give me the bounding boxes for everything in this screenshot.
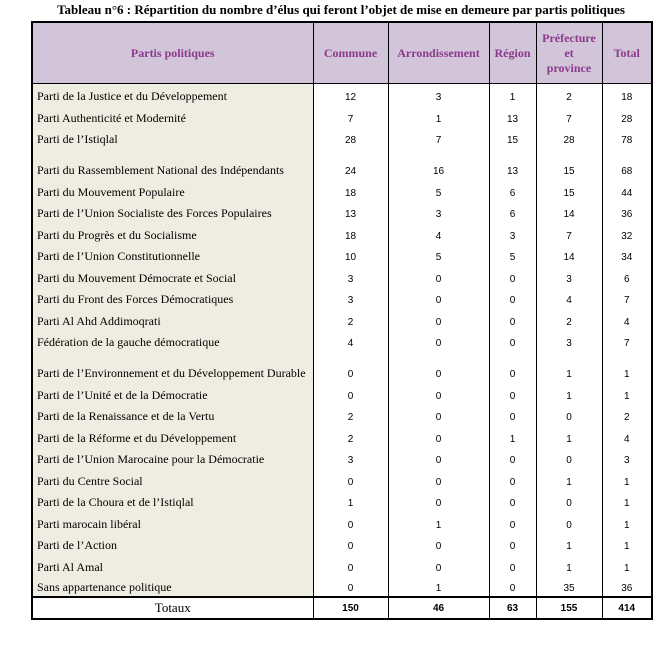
region-cell: 0 xyxy=(489,265,536,287)
total-cell: 7 xyxy=(602,330,652,352)
region-cell: 3 xyxy=(489,222,536,244)
prefecture-cell: 28 xyxy=(536,127,602,149)
party-name-cell: Parti du Front des Forces Démocratiques xyxy=(32,287,313,309)
party-name-cell: Parti de l’Unité et de la Démocratie xyxy=(32,382,313,404)
arrondissement-cell: 0 xyxy=(388,447,489,469)
arrondissement-cell: 1 xyxy=(388,511,489,533)
totals-prefecture: 155 xyxy=(536,597,602,619)
region-cell: 15 xyxy=(489,127,536,149)
party-name-cell: Parti du Progrès et du Socialisme xyxy=(32,222,313,244)
region-cell: 0 xyxy=(489,447,536,469)
header-prefecture-line1: Préfecture xyxy=(542,30,596,45)
region-cell: 5 xyxy=(489,244,536,266)
commune-cell: 3 xyxy=(313,287,388,309)
arrondissement-cell: 0 xyxy=(388,265,489,287)
prefecture-cell: 14 xyxy=(536,244,602,266)
commune-cell: 3 xyxy=(313,265,388,287)
party-name-cell: Parti de l’Istiqlal xyxy=(32,127,313,149)
header-prefecture xyxy=(536,22,602,84)
prefecture-cell: 2 xyxy=(536,84,602,106)
prefecture-cell: 15 xyxy=(536,179,602,201)
table-row xyxy=(32,533,652,555)
arrondissement-cell: 0 xyxy=(388,308,489,330)
results-table xyxy=(31,21,653,620)
commune-cell: 7 xyxy=(313,105,388,127)
prefecture-cell: 15 xyxy=(536,148,602,179)
region-cell: 13 xyxy=(489,148,536,179)
party-name-cell: Parti de la Justice et du Développement xyxy=(32,84,313,106)
total-cell: 28 xyxy=(602,105,652,127)
arrondissement-cell: 5 xyxy=(388,244,489,266)
region-cell: 0 xyxy=(489,382,536,404)
region-cell: 0 xyxy=(489,533,536,555)
table-row xyxy=(32,287,652,309)
prefecture-cell: 1 xyxy=(536,468,602,490)
total-cell: 2 xyxy=(602,404,652,426)
commune-cell: 0 xyxy=(313,351,388,382)
table-row xyxy=(32,265,652,287)
table-row xyxy=(32,179,652,201)
party-name-cell: Parti de l’Environnement et du Développement Durable xyxy=(32,351,313,382)
total-cell: 4 xyxy=(602,425,652,447)
total-cell: 32 xyxy=(602,222,652,244)
total-cell: 78 xyxy=(602,127,652,149)
prefecture-cell: 7 xyxy=(536,222,602,244)
party-name-cell: Parti de l’Union Socialiste des Forces Populaires xyxy=(32,201,313,223)
prefecture-cell: 0 xyxy=(536,447,602,469)
total-cell: 36 xyxy=(602,576,652,598)
commune-cell: 0 xyxy=(313,576,388,598)
commune-cell: 0 xyxy=(313,554,388,576)
prefecture-cell: 0 xyxy=(536,490,602,512)
prefecture-cell: 1 xyxy=(536,425,602,447)
prefecture-cell: 3 xyxy=(536,265,602,287)
region-cell: 0 xyxy=(489,554,536,576)
total-cell: 1 xyxy=(602,351,652,382)
region-cell: 1 xyxy=(489,425,536,447)
total-cell: 18 xyxy=(602,84,652,106)
commune-cell: 24 xyxy=(313,148,388,179)
prefecture-cell: 14 xyxy=(536,201,602,223)
party-name-cell: Parti du Mouvement Démocrate et Social xyxy=(32,265,313,287)
region-cell: 0 xyxy=(489,351,536,382)
total-cell: 1 xyxy=(602,490,652,512)
region-cell: 0 xyxy=(489,308,536,330)
region-cell: 0 xyxy=(489,576,536,598)
table-row xyxy=(32,404,652,426)
total-cell: 36 xyxy=(602,201,652,223)
arrondissement-cell: 0 xyxy=(388,490,489,512)
party-name-cell: Parti marocain libéral xyxy=(32,511,313,533)
table-row xyxy=(32,105,652,127)
arrondissement-cell: 0 xyxy=(388,404,489,426)
table-row xyxy=(32,201,652,223)
party-name-cell: Parti du Rassemblement National des Indépendants xyxy=(32,148,313,179)
table-row xyxy=(32,576,652,598)
table-row xyxy=(32,84,652,106)
commune-cell: 12 xyxy=(313,84,388,106)
prefecture-cell: 1 xyxy=(536,382,602,404)
header-prefecture-line2: et xyxy=(564,45,574,60)
commune-cell: 2 xyxy=(313,425,388,447)
party-name-cell: Parti de l’Action xyxy=(32,533,313,555)
header-commune: Commune xyxy=(313,22,388,84)
total-cell: 4 xyxy=(602,308,652,330)
total-cell: 1 xyxy=(602,468,652,490)
arrondissement-cell: 0 xyxy=(388,468,489,490)
arrondissement-cell: 5 xyxy=(388,179,489,201)
region-cell: 0 xyxy=(489,287,536,309)
party-name-cell: Parti du Mouvement Populaire xyxy=(32,179,313,201)
region-cell: 0 xyxy=(489,330,536,352)
table-row xyxy=(32,554,652,576)
prefecture-cell: 1 xyxy=(536,554,602,576)
arrondissement-cell: 7 xyxy=(388,127,489,149)
table-caption: Tableau n°6 : Répartition du nombre d’élus qui feront l’objet de mise en demeure par partis politiques xyxy=(57,2,625,17)
commune-cell: 3 xyxy=(313,447,388,469)
totals-label: Totaux xyxy=(32,597,313,619)
prefecture-cell: 2 xyxy=(536,308,602,330)
prefecture-cell: 1 xyxy=(536,533,602,555)
arrondissement-cell: 0 xyxy=(388,533,489,555)
arrondissement-cell: 16 xyxy=(388,148,489,179)
table-row xyxy=(32,244,652,266)
total-cell: 1 xyxy=(602,533,652,555)
arrondissement-cell: 0 xyxy=(388,330,489,352)
prefecture-cell: 1 xyxy=(536,351,602,382)
arrondissement-cell: 1 xyxy=(388,105,489,127)
totals-arrondissement: 46 xyxy=(388,597,489,619)
region-cell: 0 xyxy=(489,490,536,512)
party-name-cell: Parti de la Renaissance et de la Vertu xyxy=(32,404,313,426)
header-total: Total xyxy=(602,22,652,84)
commune-cell: 0 xyxy=(313,511,388,533)
table-row xyxy=(32,127,652,149)
prefecture-cell: 4 xyxy=(536,287,602,309)
total-cell: 34 xyxy=(602,244,652,266)
prefecture-cell: 35 xyxy=(536,576,602,598)
arrondissement-cell: 3 xyxy=(388,84,489,106)
commune-cell: 2 xyxy=(313,308,388,330)
table-row xyxy=(32,468,652,490)
arrondissement-cell: 0 xyxy=(388,554,489,576)
arrondissement-cell: 0 xyxy=(388,382,489,404)
total-cell: 44 xyxy=(602,179,652,201)
region-cell: 6 xyxy=(489,201,536,223)
commune-cell: 1 xyxy=(313,490,388,512)
party-name-cell: Parti de l’Union Marocaine pour la Démocratie xyxy=(32,447,313,469)
totals-total: 414 xyxy=(602,597,652,619)
table-row xyxy=(32,222,652,244)
total-cell: 1 xyxy=(602,382,652,404)
region-cell: 1 xyxy=(489,84,536,106)
prefecture-cell: 0 xyxy=(536,511,602,533)
prefecture-cell: 0 xyxy=(536,404,602,426)
table-row xyxy=(32,330,652,352)
party-name-cell: Parti Al Ahd Addimoqrati xyxy=(32,308,313,330)
total-cell: 1 xyxy=(602,554,652,576)
region-cell: 0 xyxy=(489,468,536,490)
table-row xyxy=(32,511,652,533)
total-cell: 3 xyxy=(602,447,652,469)
header-region: Région xyxy=(489,22,536,84)
prefecture-cell: 7 xyxy=(536,105,602,127)
commune-cell: 18 xyxy=(313,222,388,244)
commune-cell: 28 xyxy=(313,127,388,149)
arrondissement-cell: 4 xyxy=(388,222,489,244)
party-name-cell: Parti de la Choura et de l’Istiqlal xyxy=(32,490,313,512)
region-cell: 0 xyxy=(489,404,536,426)
total-cell: 1 xyxy=(602,511,652,533)
region-cell: 6 xyxy=(489,179,536,201)
totals-region: 63 xyxy=(489,597,536,619)
total-cell: 6 xyxy=(602,265,652,287)
prefecture-cell: 3 xyxy=(536,330,602,352)
arrondissement-cell: 0 xyxy=(388,287,489,309)
table-row xyxy=(32,447,652,469)
table-row xyxy=(32,308,652,330)
table-row xyxy=(32,425,652,447)
party-name-cell: Parti de l’Union Constitutionnelle xyxy=(32,244,313,266)
header-prefecture-line3: province xyxy=(546,60,592,75)
party-name-cell: Parti de la Réforme et du Développement xyxy=(32,425,313,447)
total-cell: 7 xyxy=(602,287,652,309)
party-name-cell: Parti du Centre Social xyxy=(32,468,313,490)
table-row xyxy=(32,351,652,382)
arrondissement-cell: 0 xyxy=(388,425,489,447)
table-row xyxy=(32,490,652,512)
region-cell: 0 xyxy=(489,511,536,533)
header-row xyxy=(32,22,652,84)
commune-cell: 18 xyxy=(313,179,388,201)
table-body xyxy=(32,84,652,598)
commune-cell: 0 xyxy=(313,533,388,555)
commune-cell: 10 xyxy=(313,244,388,266)
arrondissement-cell: 3 xyxy=(388,201,489,223)
table-row xyxy=(32,382,652,404)
party-name-cell: Sans appartenance politique xyxy=(32,576,313,598)
region-cell: 13 xyxy=(489,105,536,127)
party-name-cell: Parti Al Amal xyxy=(32,554,313,576)
header-arrondissement: Arrondissement xyxy=(388,22,489,84)
party-name-cell: Fédération de la gauche démocratique xyxy=(32,330,313,352)
commune-cell: 4 xyxy=(313,330,388,352)
total-cell: 68 xyxy=(602,148,652,179)
header-party: Partis politiques xyxy=(32,22,313,84)
commune-cell: 0 xyxy=(313,382,388,404)
party-name-cell: Parti Authenticité et Modernité xyxy=(32,105,313,127)
arrondissement-cell: 0 xyxy=(388,351,489,382)
totals-commune: 150 xyxy=(313,597,388,619)
totals-row xyxy=(32,597,652,619)
table-row xyxy=(32,148,652,179)
commune-cell: 2 xyxy=(313,404,388,426)
arrondissement-cell: 1 xyxy=(388,576,489,598)
commune-cell: 0 xyxy=(313,468,388,490)
commune-cell: 13 xyxy=(313,201,388,223)
